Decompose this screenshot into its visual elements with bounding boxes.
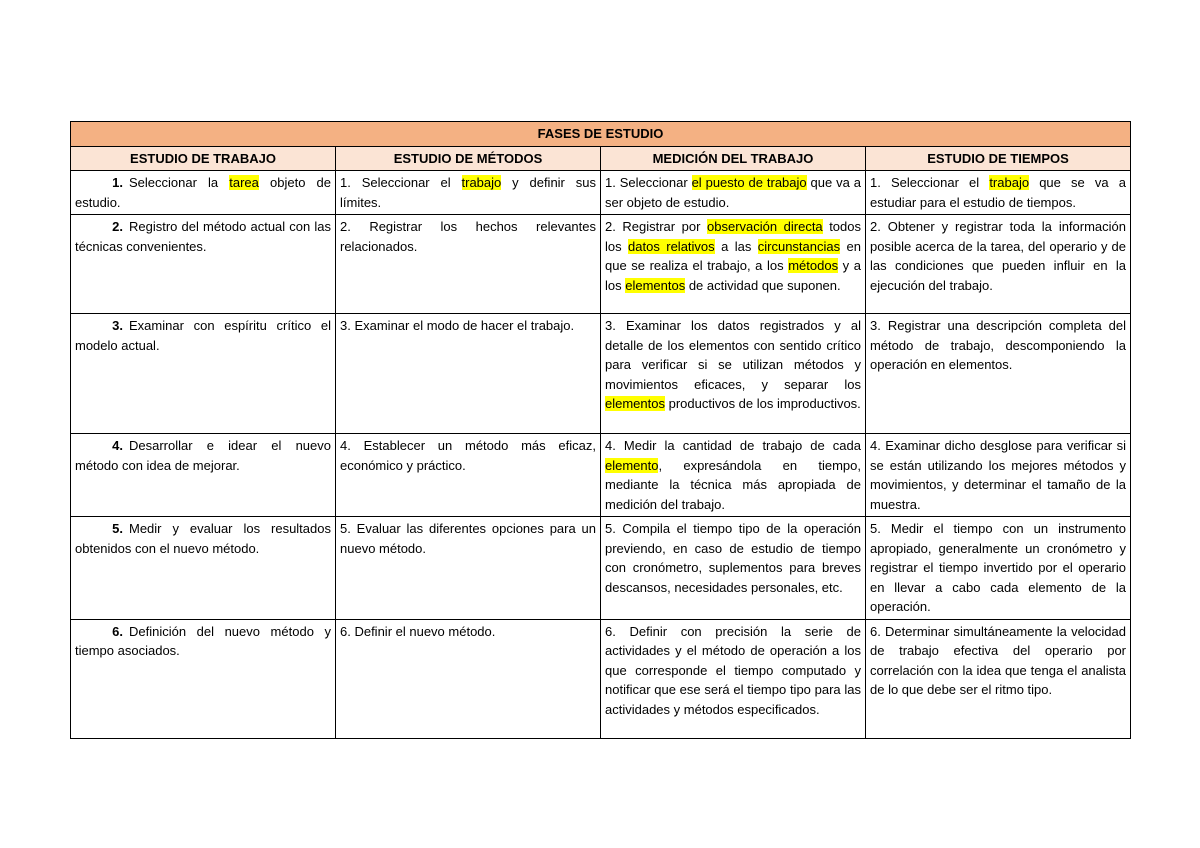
cell-text: 3. Examinar el modo de hacer el trabajo. — [340, 318, 575, 333]
highlighted-text: elemento — [605, 457, 659, 473]
cell-text: 5. Compila el tiempo tipo de la operación previendo, en caso de estudio de tiempo con cronómetro, suplementos para breves descansos, necesidades personales, etc. — [605, 521, 861, 595]
step-number: 2. — [112, 219, 123, 234]
cell-text: Desarrollar e idear el nuevo método con idea de mejorar. — [75, 438, 331, 473]
cell-text: objeto de estudio. — [75, 175, 331, 210]
table-row — [71, 434, 1131, 517]
highlighted-text: tarea — [229, 175, 259, 190]
fases-de-estudio-table — [70, 121, 1131, 739]
cell-text: Seleccionar la — [129, 175, 230, 190]
cell-estudio-de-tiempos — [866, 517, 1131, 620]
highlighted-text: observación directa — [707, 219, 823, 234]
table-row — [71, 171, 1131, 215]
table-row — [71, 215, 1131, 314]
cell-text: 4. Establecer un método más eficaz, económico y práctico. — [340, 438, 596, 473]
table-body — [71, 122, 1131, 739]
cell-text: 6. Definir con precisión la serie de actividades y el método de operación a los que corresponde el tiempo computado y notificar que ese será el tiempo tipo para las actividades y métodos especificados. — [605, 623, 861, 717]
cell-estudio-de-metodos — [336, 215, 601, 314]
cell-text: Registro del método actual con las técnicas convenientes. — [75, 219, 331, 254]
cell-text: 3. Examinar los datos registrados y al detalle de los elementos con sentido crítico para verificar si se utilizan métodos y movimientos eficaces, y separar los — [605, 318, 861, 392]
cell-estudio-de-metodos — [336, 619, 601, 738]
cell-text: 1. Seleccionar el — [340, 175, 462, 190]
header-row — [71, 146, 1131, 171]
header-medicion-del-trabajo: MEDICIÓN DEL TRABAJO — [601, 146, 866, 171]
header-estudio-de-trabajo: ESTUDIO DE TRABAJO — [71, 146, 336, 171]
highlighted-text: trabajo — [461, 175, 502, 190]
cell-text: que va a ser objeto de estudio. — [605, 175, 861, 210]
cell-medicion-del-trabajo — [601, 314, 866, 434]
highlighted-text: el puesto de trabajo — [691, 175, 807, 190]
cell-medicion-del-trabajo — [601, 517, 866, 620]
title-row — [71, 122, 1131, 147]
cell-medicion-del-trabajo — [601, 171, 866, 215]
header-estudio-de-tiempos: ESTUDIO DE TIEMPOS — [866, 146, 1131, 171]
cell-text: a las — [714, 238, 758, 254]
cell-estudio-de-tiempos — [866, 171, 1131, 215]
step-number: 1. — [112, 175, 123, 190]
cell-text: 2. Registrar los hechos relevantes relacionados. — [340, 219, 596, 254]
cell-text: 6. Determinar simultáneamente la velocidad de trabajo efectiva del operario por correlación con la idea que tenga el analista de lo que debe ser el ritmo tipo. — [870, 623, 1127, 697]
cell-estudio-de-trabajo — [71, 314, 336, 434]
cell-estudio-de-metodos — [336, 517, 601, 620]
cell-text: 5. Medir el tiempo con un instrumento apropiado, generalmente un cronómetro y registrar el tiempo invertido por el operario en llevar a cabo cada elemento de la operación. — [870, 521, 1127, 614]
table-row — [71, 517, 1131, 620]
cell-text: 1. Seleccionar el — [870, 175, 990, 190]
cell-text: que se va a estudiar para el estudio de tiempos. — [870, 175, 1127, 210]
cell-estudio-de-metodos — [336, 434, 601, 517]
cell-estudio-de-trabajo — [71, 215, 336, 314]
cell-estudio-de-metodos — [336, 314, 601, 434]
cell-medicion-del-trabajo — [601, 434, 866, 517]
cell-text: Definición del nuevo método y tiempo asociados. — [75, 623, 331, 658]
cell-text: 1. Seleccionar — [605, 175, 692, 190]
cell-text: 4. Medir la cantidad de trabajo de cada — [605, 438, 861, 453]
cell-text: 4. Examinar dicho desglose para verificar si se están utilizando los mejores métodos y movimientos, y determinar el tamaño de la muestra. — [870, 438, 1127, 512]
cell-estudio-de-metodos — [336, 171, 601, 215]
cell-text: de actividad que suponen. — [685, 277, 841, 293]
cell-estudio-de-tiempos — [866, 314, 1131, 434]
step-number: 5. — [112, 521, 123, 536]
cell-estudio-de-trabajo — [71, 517, 336, 620]
cell-estudio-de-trabajo — [71, 619, 336, 738]
cell-text: , expresándola en tiempo, mediante la técnica más apropiada de medición del trabajo. — [605, 457, 861, 512]
table-row — [71, 314, 1131, 434]
cell-text: 6. Definir el nuevo método. — [340, 623, 496, 639]
cell-text: 3. Registrar una descripción completa del método de trabajo, descomponiendo la operación en elementos. — [870, 318, 1127, 372]
cell-text: en que se realiza el trabajo, a los — [605, 238, 861, 273]
highlighted-text: elementos — [625, 277, 686, 293]
header-estudio-de-metodos: ESTUDIO DE MÉTODOS — [336, 146, 601, 171]
cell-medicion-del-trabajo — [601, 619, 866, 738]
cell-text: 2. Registrar por — [605, 219, 707, 234]
cell-estudio-de-tiempos — [866, 434, 1131, 517]
table-row — [71, 619, 1131, 738]
cell-text: y a los — [605, 258, 861, 293]
cell-text: 2. Obtener y registrar toda la información posible acerca de la tarea, del operario y de las condiciones que pueden influir en la ejecución del trabajo. — [870, 219, 1127, 293]
cell-estudio-de-tiempos — [866, 215, 1131, 314]
highlighted-text: trabajo — [989, 175, 1030, 190]
cell-medicion-del-trabajo — [601, 215, 866, 314]
cell-text: 5. Evaluar las diferentes opciones para un nuevo método. — [340, 521, 596, 556]
cell-text: Examinar con espíritu crítico el modelo actual. — [75, 318, 331, 353]
cell-estudio-de-tiempos — [866, 619, 1131, 738]
table-title: FASES DE ESTUDIO — [71, 122, 1131, 147]
step-number: 3. — [112, 318, 123, 333]
cell-text: y definir sus límites. — [340, 175, 596, 210]
highlighted-text: circunstancias — [757, 238, 841, 254]
cell-estudio-de-trabajo — [71, 434, 336, 517]
step-number: 4. — [112, 438, 123, 453]
cell-text: Medir y evaluar los resultados obtenidos con el nuevo método. — [75, 521, 331, 556]
highlighted-text: métodos — [788, 258, 839, 273]
cell-text: productivos de los improductivos. — [664, 396, 861, 411]
highlighted-text: elementos — [605, 396, 665, 411]
highlighted-text: datos relativos — [628, 238, 715, 254]
cell-text: todos los — [605, 219, 861, 254]
step-number: 6. — [112, 623, 123, 639]
cell-estudio-de-trabajo — [71, 171, 336, 215]
